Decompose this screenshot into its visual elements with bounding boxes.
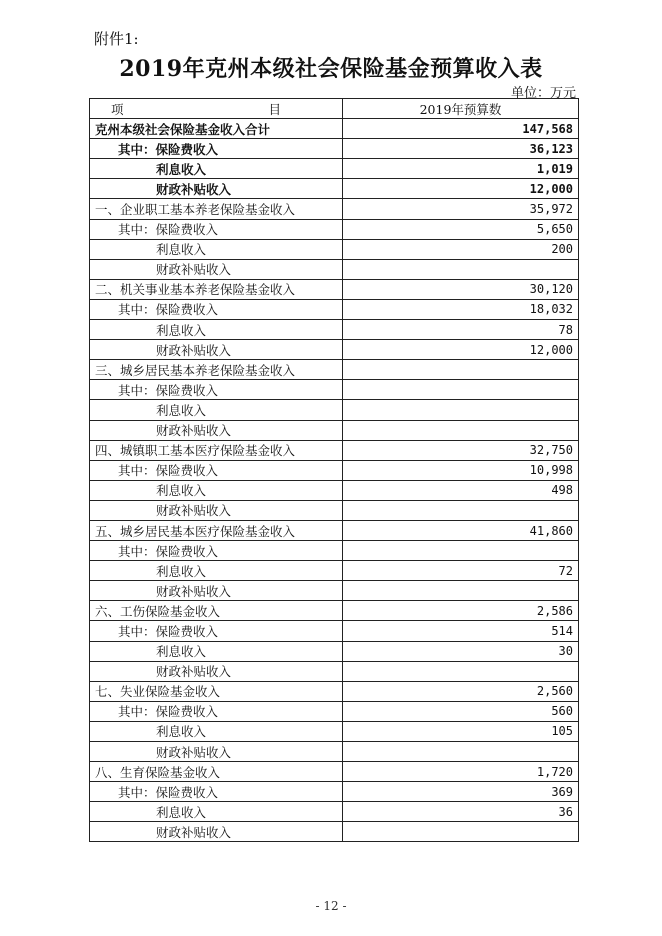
row-value: 2,560: [343, 681, 579, 701]
row-value: [343, 742, 579, 762]
row-label: 利息收入: [90, 400, 343, 420]
row-label: 利息收入: [90, 159, 343, 179]
row-label: 七、失业保险基金收入: [90, 681, 343, 701]
row-value: [343, 541, 579, 561]
row-value: 30: [343, 641, 579, 661]
row-value: 369: [343, 782, 579, 802]
table-row: [90, 802, 579, 822]
row-label: 财政补贴收入: [90, 822, 343, 842]
row-label: 财政补贴收入: [90, 742, 343, 762]
row-value: 498: [343, 480, 579, 500]
table-row: [90, 822, 579, 842]
table-row: [90, 440, 579, 460]
row-label: 其中：保险费收入: [90, 460, 343, 480]
table-row: [90, 762, 579, 782]
row-label: 利息收入: [90, 480, 343, 500]
row-label: 八、生育保险基金收入: [90, 762, 343, 782]
table-row: [90, 661, 579, 681]
attachment-label: 附件1:: [94, 30, 139, 48]
row-value: 36: [343, 802, 579, 822]
table-row: [90, 400, 579, 420]
row-label: 利息收入: [90, 802, 343, 822]
table-row: [90, 119, 579, 139]
row-label: 财政补贴收入: [90, 179, 343, 199]
row-value: 5,650: [343, 219, 579, 239]
table-row: [90, 340, 579, 360]
table-row: [90, 360, 579, 380]
row-label: 财政补贴收入: [90, 420, 343, 440]
budget-table: [89, 98, 579, 842]
row-label: 财政补贴收入: [90, 259, 343, 279]
row-value: 36,123: [343, 139, 579, 159]
page-title: 2019年克州本级社会保险基金预算收入表: [119, 56, 543, 82]
table-row: [90, 782, 579, 802]
table-row: [90, 621, 579, 641]
row-label: 利息收入: [90, 721, 343, 741]
row-value: 72: [343, 561, 579, 581]
table-row: [90, 299, 579, 319]
row-label: 其中：保险费收入: [90, 621, 343, 641]
row-value: [343, 822, 579, 842]
table-row: [90, 460, 579, 480]
table-row: [90, 179, 579, 199]
row-label: 其中：保险费收入: [90, 541, 343, 561]
row-value: 1,019: [343, 159, 579, 179]
row-label: 财政补贴收入: [90, 661, 343, 681]
row-value: 1,720: [343, 762, 579, 782]
table-row: [90, 601, 579, 621]
table-row: [90, 742, 579, 762]
table-row: [90, 259, 579, 279]
row-value: [343, 360, 579, 380]
table-row: [90, 480, 579, 500]
row-value: [343, 420, 579, 440]
table-row: [90, 199, 579, 219]
row-value: [343, 581, 579, 601]
row-value: 41,860: [343, 520, 579, 540]
row-value: 10,998: [343, 460, 579, 480]
row-label: 一、企业职工基本养老保险基金收入: [90, 199, 343, 219]
row-value: 78: [343, 320, 579, 340]
row-label: 财政补贴收入: [90, 500, 343, 520]
table-row: [90, 520, 579, 540]
row-value: [343, 500, 579, 520]
row-label: 利息收入: [90, 320, 343, 340]
table-row: [90, 581, 579, 601]
row-label: 财政补贴收入: [90, 340, 343, 360]
table-row: [90, 561, 579, 581]
table-row: [90, 239, 579, 259]
row-value: 200: [343, 239, 579, 259]
row-label: 其中：保险费收入: [90, 701, 343, 721]
row-label: 四、城镇职工基本医疗保险基金收入: [90, 440, 343, 460]
row-label: 二、机关事业基本养老保险基金收入: [90, 279, 343, 299]
table-row: [90, 701, 579, 721]
table-row: [90, 500, 579, 520]
row-label: 其中：保险费收入: [90, 782, 343, 802]
row-value: 18,032: [343, 299, 579, 319]
row-value: [343, 400, 579, 420]
table-row: [90, 420, 579, 440]
row-value: 32,750: [343, 440, 579, 460]
row-label: 三、城乡居民基本养老保险基金收入: [90, 360, 343, 380]
row-value: 2,586: [343, 601, 579, 621]
column-header-budget: 2019年预算数: [343, 99, 579, 119]
row-label: 克州本级社会保险基金收入合计: [90, 119, 343, 139]
table-body: [90, 119, 579, 842]
table-row: [90, 159, 579, 179]
row-value: 12,000: [343, 340, 579, 360]
table-row: [90, 320, 579, 340]
column-header-item: 项 目: [90, 99, 343, 119]
row-value: 30,120: [343, 279, 579, 299]
table-row: [90, 279, 579, 299]
table-row: [90, 681, 579, 701]
table-row: [90, 641, 579, 661]
unit-label: 单位：万元: [510, 86, 576, 101]
row-label: 利息收入: [90, 239, 343, 259]
row-value: 514: [343, 621, 579, 641]
row-label: 利息收入: [90, 561, 343, 581]
table-row: [90, 721, 579, 741]
row-value: 560: [343, 701, 579, 721]
row-label: 六、工伤保险基金收入: [90, 601, 343, 621]
table-row: [90, 139, 579, 159]
table-row: [90, 380, 579, 400]
row-value: 12,000: [343, 179, 579, 199]
row-label: 其中：保险费收入: [90, 380, 343, 400]
row-label: 财政补贴收入: [90, 581, 343, 601]
row-value: 35,972: [343, 199, 579, 219]
row-label: 五、城乡居民基本医疗保险基金收入: [90, 520, 343, 540]
row-label: 利息收入: [90, 641, 343, 661]
row-label: 其中：保险费收入: [90, 219, 343, 239]
row-label: 其中：保险费收入: [90, 139, 343, 159]
table-row: [90, 541, 579, 561]
page-number: - 12 -: [315, 899, 347, 913]
row-value: [343, 661, 579, 681]
row-value: 147,568: [343, 119, 579, 139]
table-row: [90, 219, 579, 239]
row-value: 105: [343, 721, 579, 741]
row-value: [343, 380, 579, 400]
row-value: [343, 259, 579, 279]
table-header-row: [90, 99, 579, 119]
row-label: 其中：保险费收入: [90, 299, 343, 319]
